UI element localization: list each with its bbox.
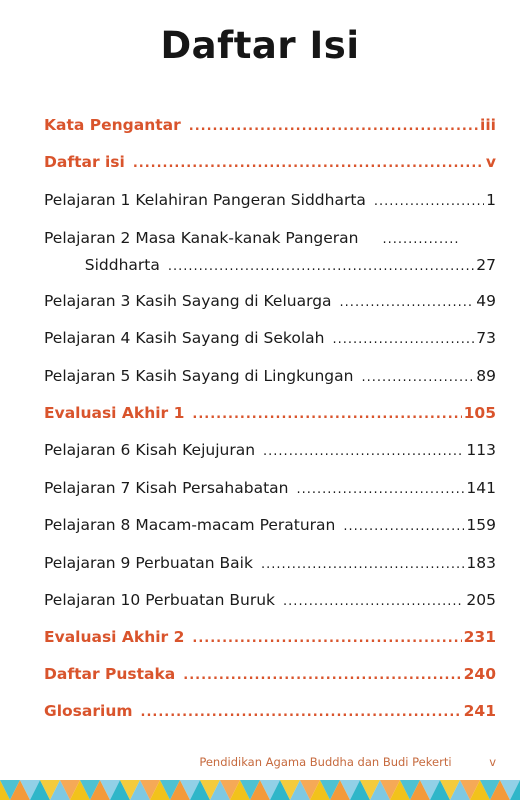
toc-entry-pelajaran-3[interactable]	[44, 292, 496, 318]
dot-leader	[283, 594, 464, 609]
toc-entry-pelajaran-2-continued[interactable]	[44, 256, 496, 282]
toc-entry-page: 205	[466, 591, 496, 609]
toc-entry-page: 241	[463, 702, 496, 720]
toc-entry-pelajaran-9[interactable]	[44, 554, 496, 580]
dot-leader	[296, 482, 464, 497]
toc-entry-page: 105	[463, 404, 496, 422]
toc-entry-label: Pelajaran 3 Kasih Sayang di Keluarga	[44, 292, 332, 310]
toc-entry-evaluasi-akhir-2[interactable]	[44, 628, 496, 654]
toc-entry-label: Daftar isi	[44, 153, 125, 171]
toc-entry-page: 231	[463, 628, 496, 646]
toc-entry-pelajaran-7[interactable]	[44, 479, 496, 505]
toc-entry-page: 27	[476, 256, 496, 274]
page-footer	[199, 755, 496, 769]
dot-leader	[189, 119, 478, 134]
toc-entry-pelajaran-4[interactable]	[44, 329, 496, 355]
dot-leader	[183, 668, 461, 683]
toc-entry-pelajaran-6[interactable]	[44, 441, 496, 467]
dot-leader	[141, 705, 462, 720]
toc-entry-kata-pengantar[interactable]	[44, 116, 496, 142]
dot-leader	[340, 295, 475, 310]
toc-entry-pelajaran-2[interactable]	[44, 229, 496, 255]
dot-leader	[192, 631, 461, 646]
toc-entry-page: 49	[476, 292, 496, 310]
toc-entry-label: Pelajaran 8 Macam-macam Peraturan	[44, 516, 336, 534]
dot-leader	[382, 232, 458, 247]
toc-entry-daftar-isi[interactable]	[44, 153, 496, 179]
toc-entry-evaluasi-akhir-1[interactable]	[44, 404, 496, 430]
dot-leader	[168, 259, 474, 274]
toc-entry-label: Daftar Pustaka	[44, 665, 176, 683]
toc-entry-label: Evaluasi Akhir 1	[44, 404, 185, 422]
dot-leader	[361, 370, 474, 385]
toc-entry-label: Pelajaran 7 Kisah Persahabatan	[44, 479, 289, 497]
toc-entry-page: 89	[476, 367, 496, 385]
toc-entry-label: Pelajaran 10 Perbuatan Buruk	[44, 591, 276, 609]
toc-entry-label: Evaluasi Akhir 2	[44, 628, 185, 646]
toc-entry-label: Pelajaran 9 Perbuatan Baik	[44, 554, 253, 572]
toc-entry-label: Pelajaran 6 Kisah Kejujuran	[44, 441, 256, 459]
toc-entry-daftar-pustaka[interactable]	[44, 665, 496, 691]
dot-leader	[192, 407, 461, 422]
toc-entry-label: Pelajaran 4 Kasih Sayang di Sekolah	[44, 329, 325, 347]
toc-entry-label: Pelajaran 2 Masa Kanak-kanak Pangeran	[44, 229, 359, 247]
dot-leader	[133, 156, 484, 171]
footer-book-title: Pendidikan Agama Buddha dan Budi Pekerti	[199, 755, 452, 769]
toc-entry-page: 141	[466, 479, 496, 497]
toc-entry-pelajaran-5[interactable]	[44, 367, 496, 393]
toc-entry-label: Pelajaran 5 Kasih Sayang di Lingkungan	[44, 367, 354, 385]
dot-leader	[263, 444, 464, 459]
dot-leader	[332, 332, 474, 347]
toc-entry-page: 1	[486, 191, 496, 209]
toc-entry-page: iii	[480, 116, 496, 134]
toc-entry-label-continued: Siddharta	[84, 256, 160, 274]
toc-entry-label: Pelajaran 1 Kelahiran Pangeran Siddharta	[44, 191, 366, 209]
toc-entry-page: 113	[466, 441, 496, 459]
toc-entry-pelajaran-8[interactable]	[44, 516, 496, 542]
toc-entry-page: v	[485, 153, 496, 171]
toc-entry-page: 183	[466, 554, 496, 572]
toc-entry-page: 159	[466, 516, 496, 534]
toc-entry-label: Kata Pengantar	[44, 116, 181, 134]
toc-entry-page: 73	[476, 329, 496, 347]
toc-entry-page: 240	[463, 665, 496, 683]
page-title: Daftar Isi	[160, 24, 360, 67]
toc-entry-glosarium[interactable]	[44, 702, 496, 728]
dot-leader	[374, 194, 484, 209]
toc-entry-label: Glosarium	[44, 702, 133, 720]
toc-entry-pelajaran-1[interactable]	[44, 191, 496, 217]
dot-leader	[343, 519, 464, 534]
footer-page-number: v	[489, 755, 496, 769]
toc-entry-pelajaran-10[interactable]	[44, 591, 496, 617]
dot-leader	[261, 557, 464, 572]
decorative-triangle-band	[0, 776, 520, 800]
